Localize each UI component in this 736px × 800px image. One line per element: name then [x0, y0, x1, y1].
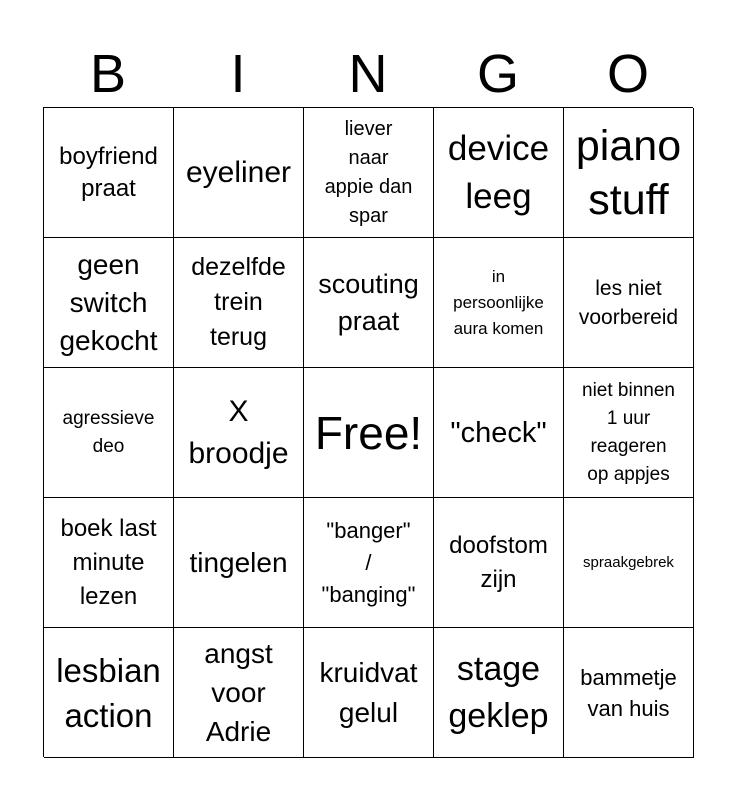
header-letter-i: I [230, 44, 246, 104]
cell-text: boyfriend praat [59, 142, 158, 202]
header-letter-g: G [476, 44, 519, 104]
bingo-cell[interactable] [44, 628, 174, 758]
bingo-cell[interactable] [44, 108, 174, 238]
bingo-cell[interactable] [434, 628, 564, 758]
cell-text: doofstom zijn [449, 531, 548, 593]
bingo-cell[interactable] [44, 238, 174, 368]
bingo-cell[interactable] [564, 108, 694, 238]
bingo-cell[interactable] [434, 238, 564, 368]
bingo-cell[interactable] [44, 498, 174, 628]
cell-text: les niet voorbereid [578, 276, 679, 329]
cell-text: spraakgebrek [583, 553, 674, 571]
cell-text: Free! [314, 406, 423, 459]
header-letter-b: B [89, 44, 127, 104]
bingo-cell[interactable] [434, 498, 564, 628]
bingo-cell[interactable] [434, 108, 564, 238]
cell-text: kruidvat gelul [319, 656, 418, 728]
bingo-cell[interactable] [304, 108, 434, 238]
cell-text: in persoonlijke aura komen [453, 266, 544, 338]
bingo-cell[interactable] [304, 628, 434, 758]
bingo-header [43, 40, 693, 108]
cell-text: stage geklep [448, 649, 549, 735]
bingo-cell[interactable] [434, 368, 564, 498]
cell-text: X broodje [188, 394, 289, 470]
cell-text: niet binnen 1 uur reageren op appjes [582, 379, 675, 485]
header-letter-o: O [606, 44, 649, 104]
bingo-cell[interactable] [304, 498, 434, 628]
cell-text: liever naar appie dan spar [324, 117, 413, 227]
cell-text: "check" [450, 416, 547, 449]
bingo-cell[interactable] [564, 368, 694, 498]
header-letter-n: N [348, 44, 388, 104]
cell-text: angst voor Adrie [204, 638, 273, 747]
bingo-cell[interactable] [564, 498, 694, 628]
bingo-cell[interactable] [174, 108, 304, 238]
cell-text: bammetje van huis [580, 664, 677, 721]
bingo-cell[interactable] [174, 628, 304, 758]
cell-text: eyeliner [185, 155, 292, 189]
bingo-cell[interactable] [44, 368, 174, 498]
cell-text: boek last minute lezen [60, 514, 157, 610]
cell-text: scouting praat [318, 268, 419, 336]
bingo-cell[interactable] [174, 238, 304, 368]
cell-text: lesbian action [56, 651, 161, 734]
bingo-grid [43, 107, 693, 757]
bingo-cell[interactable] [564, 238, 694, 368]
cell-text: geen switch gekocht [59, 248, 158, 356]
bingo-cell[interactable] [174, 368, 304, 498]
bingo-cell[interactable] [564, 628, 694, 758]
cell-text: tingelen [189, 546, 288, 578]
cell-text: device leeg [447, 128, 550, 216]
bingo-cell[interactable] [304, 238, 434, 368]
cell-text: piano stuff [575, 121, 682, 224]
free-space-cell[interactable] [304, 368, 434, 498]
cell-text: dezelfde trein terug [191, 253, 286, 351]
bingo-cell[interactable] [174, 498, 304, 628]
cell-text: "banger" / "banging" [321, 517, 416, 607]
cell-text: agressieve deo [62, 407, 155, 457]
